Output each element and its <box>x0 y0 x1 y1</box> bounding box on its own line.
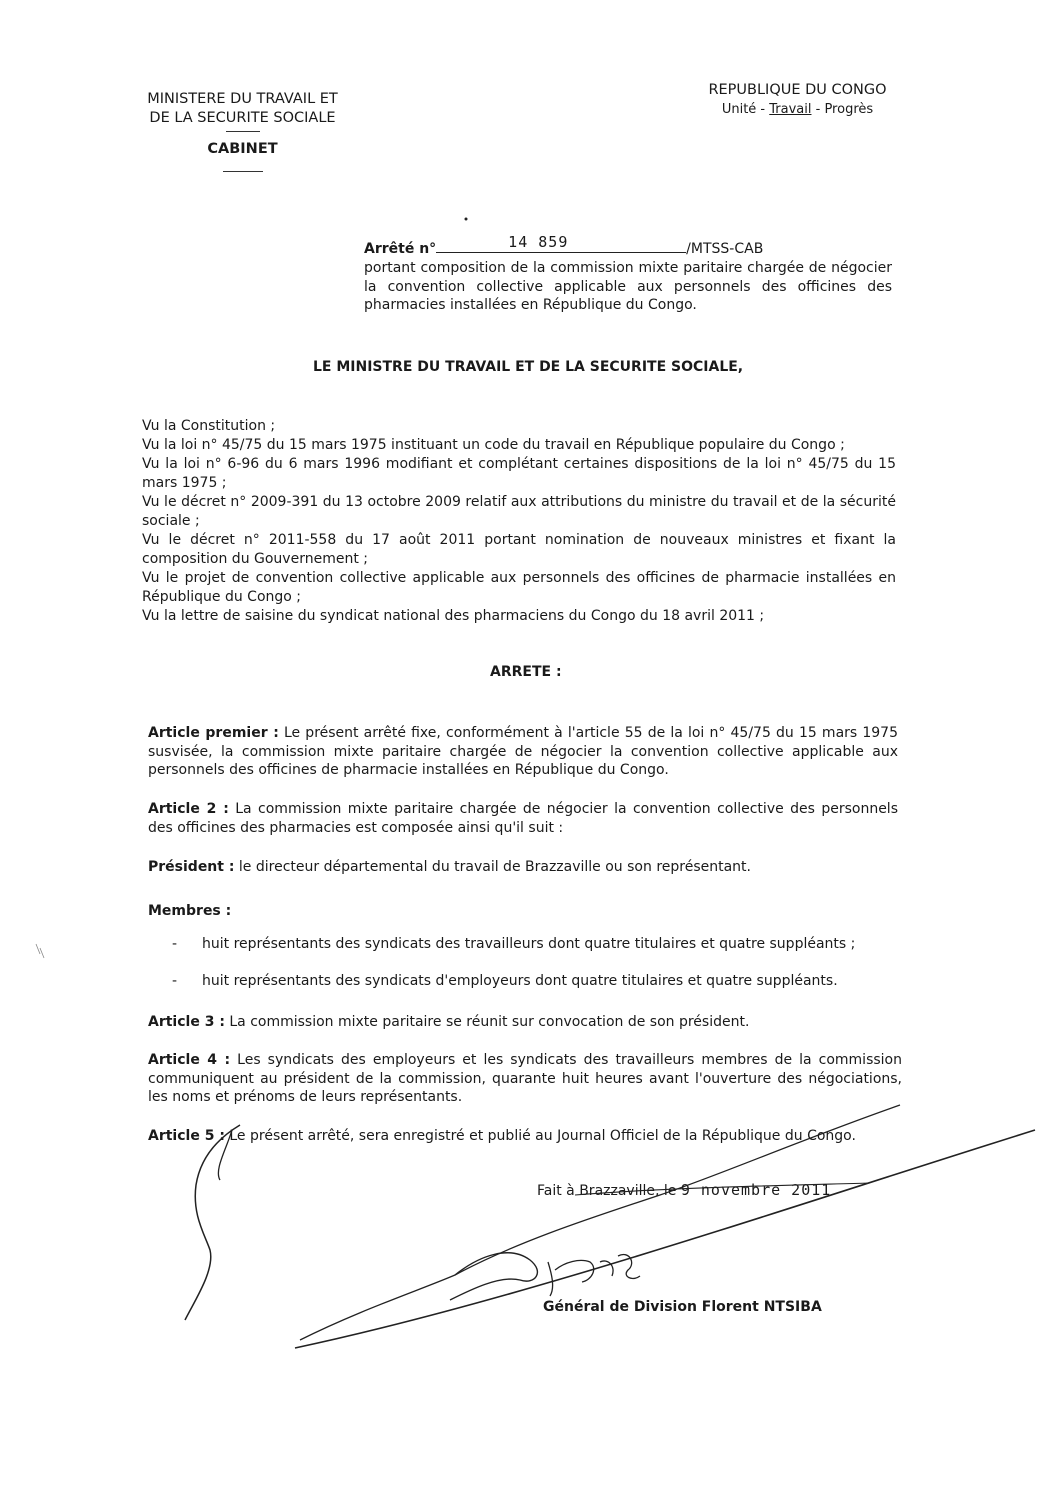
republic-header <box>690 81 905 119</box>
president-line <box>148 858 898 877</box>
article-2-label: Article 2 : <box>148 801 229 817</box>
article-3-label: Article 3 : <box>148 1014 225 1030</box>
bullet-dash: - <box>172 972 178 989</box>
article-5 <box>148 1127 902 1146</box>
arrete-subject: portant composition de la commission mixte paritaire chargée de négocier la convention collective applicable aux personnels des officines des pharmacies installées en République du Congo. <box>364 260 892 313</box>
article-2-text: La commission mixte paritaire chargée de négocier la convention collective des personnels des officines des pharmacies est composée ainsi qu'il suit : <box>148 801 898 836</box>
arrete-label: Arrêté n° <box>364 241 437 257</box>
visa-item: Vu le décret n° 2011-558 du 17 août 2011 portant nomination de nouveaux ministres et fixant la composition du Gouvernement ; <box>142 532 896 567</box>
article-1 <box>148 724 898 780</box>
national-motto: Unité - Travail - Progrès <box>721 102 874 117</box>
arrete-reference <box>364 233 892 315</box>
members-label: Membres : <box>148 903 232 919</box>
president-label: Président : <box>148 859 235 875</box>
republic-name: REPUBLIQUE DU CONGO <box>708 82 887 98</box>
article-3 <box>148 1013 898 1032</box>
signatory-name: Général de Division Florent NTSIBA <box>543 1299 822 1315</box>
ministry-line-2: DE LA SECURITE SOCIALE <box>149 110 336 126</box>
visas-list <box>142 417 896 626</box>
list-item <box>172 935 902 954</box>
member-item-text: huit représentants des syndicats d'employeurs dont quatre titulaires et quatre suppléants. <box>202 972 838 989</box>
arrete-suffix: /MTSS-CAB <box>686 241 764 257</box>
signature-date: 9 novembre 2011 <box>680 1181 832 1199</box>
cabinet-divider <box>223 171 263 172</box>
list-item <box>172 972 902 991</box>
place-date <box>537 1181 831 1199</box>
visa-item: Vu le décret n° 2009-391 du 13 octobre 2009 relatif aux attributions du ministre du travail et de la sécurité sociale ; <box>142 494 896 529</box>
members-list <box>172 935 902 990</box>
ministry-line-1: MINISTERE DU TRAVAIL ET <box>147 91 338 107</box>
visa-item: Vu la Constitution ; <box>142 418 276 434</box>
member-item-text: huit représentants des syndicats des travailleurs dont quatre titulaires et quatre suppléants ; <box>202 936 856 952</box>
article-3-text: La commission mixte paritaire se réunit sur convocation de son président. <box>224 1014 750 1030</box>
place-text: Fait à Brazzaville, le <box>537 1183 681 1199</box>
arrete-number-field <box>436 233 686 253</box>
article-4 <box>148 1051 902 1107</box>
arrete-heading: ARRETE : <box>490 664 562 680</box>
article-5-text: Le présent arrêté, sera enregistré et publié au Journal Officiel de la République du Congo. <box>224 1128 856 1144</box>
bullet-dash: - <box>172 936 178 952</box>
president-text: le directeur départemental du travail de Brazzaville ou son représentant. <box>234 859 751 875</box>
article-1-text: Le présent arrêté fixe, conformément à l'article 55 de la loi n° 45/75 du 15 mars 1975 susvisée, la commission mixte paritaire chargée de négocier la convention collective applicable aux personnels des officines de pharmacie installées en République du Congo. <box>148 725 898 778</box>
minister-title: LE MINISTRE DU TRAVAIL ET DE LA SECURITE SOCIALE, <box>313 359 744 375</box>
visa-item: Vu le projet de convention collective applicable aux personnels des officines de pharmacie installées en République du Congo ; <box>142 570 896 605</box>
visa-item: Vu la loi n° 6-96 du 6 mars 1996 modifiant et complétant certaines dispositions de la loi n° 45/75 du 15 mars 1975 ; <box>142 456 896 491</box>
visa-item: Vu la lettre de saisine du syndicat national des pharmaciens du Congo du 18 avril 2011 ; <box>142 608 765 624</box>
article-4-label: Article 4 : <box>148 1052 231 1068</box>
article-4-text: Les syndicats des employeurs et les syndicats des travailleurs membres de la commission communiquent au président de la commission, quarante huit heures avant l'ouverture des négociations, les noms et prénoms de leurs représentants. <box>148 1052 902 1105</box>
article-2 <box>148 800 898 837</box>
article-1-label: Article premier : <box>148 725 279 741</box>
header-divider <box>226 131 260 132</box>
visa-item: Vu la loi n° 45/75 du 15 mars 1975 instituant un code du travail en République populaire du Congo ; <box>142 437 845 453</box>
ministry-header <box>130 90 355 172</box>
cabinet-label: CABINET <box>207 141 278 157</box>
arrete-number: 14 859 <box>508 233 569 251</box>
article-5-label: Article 5 : <box>148 1128 225 1144</box>
